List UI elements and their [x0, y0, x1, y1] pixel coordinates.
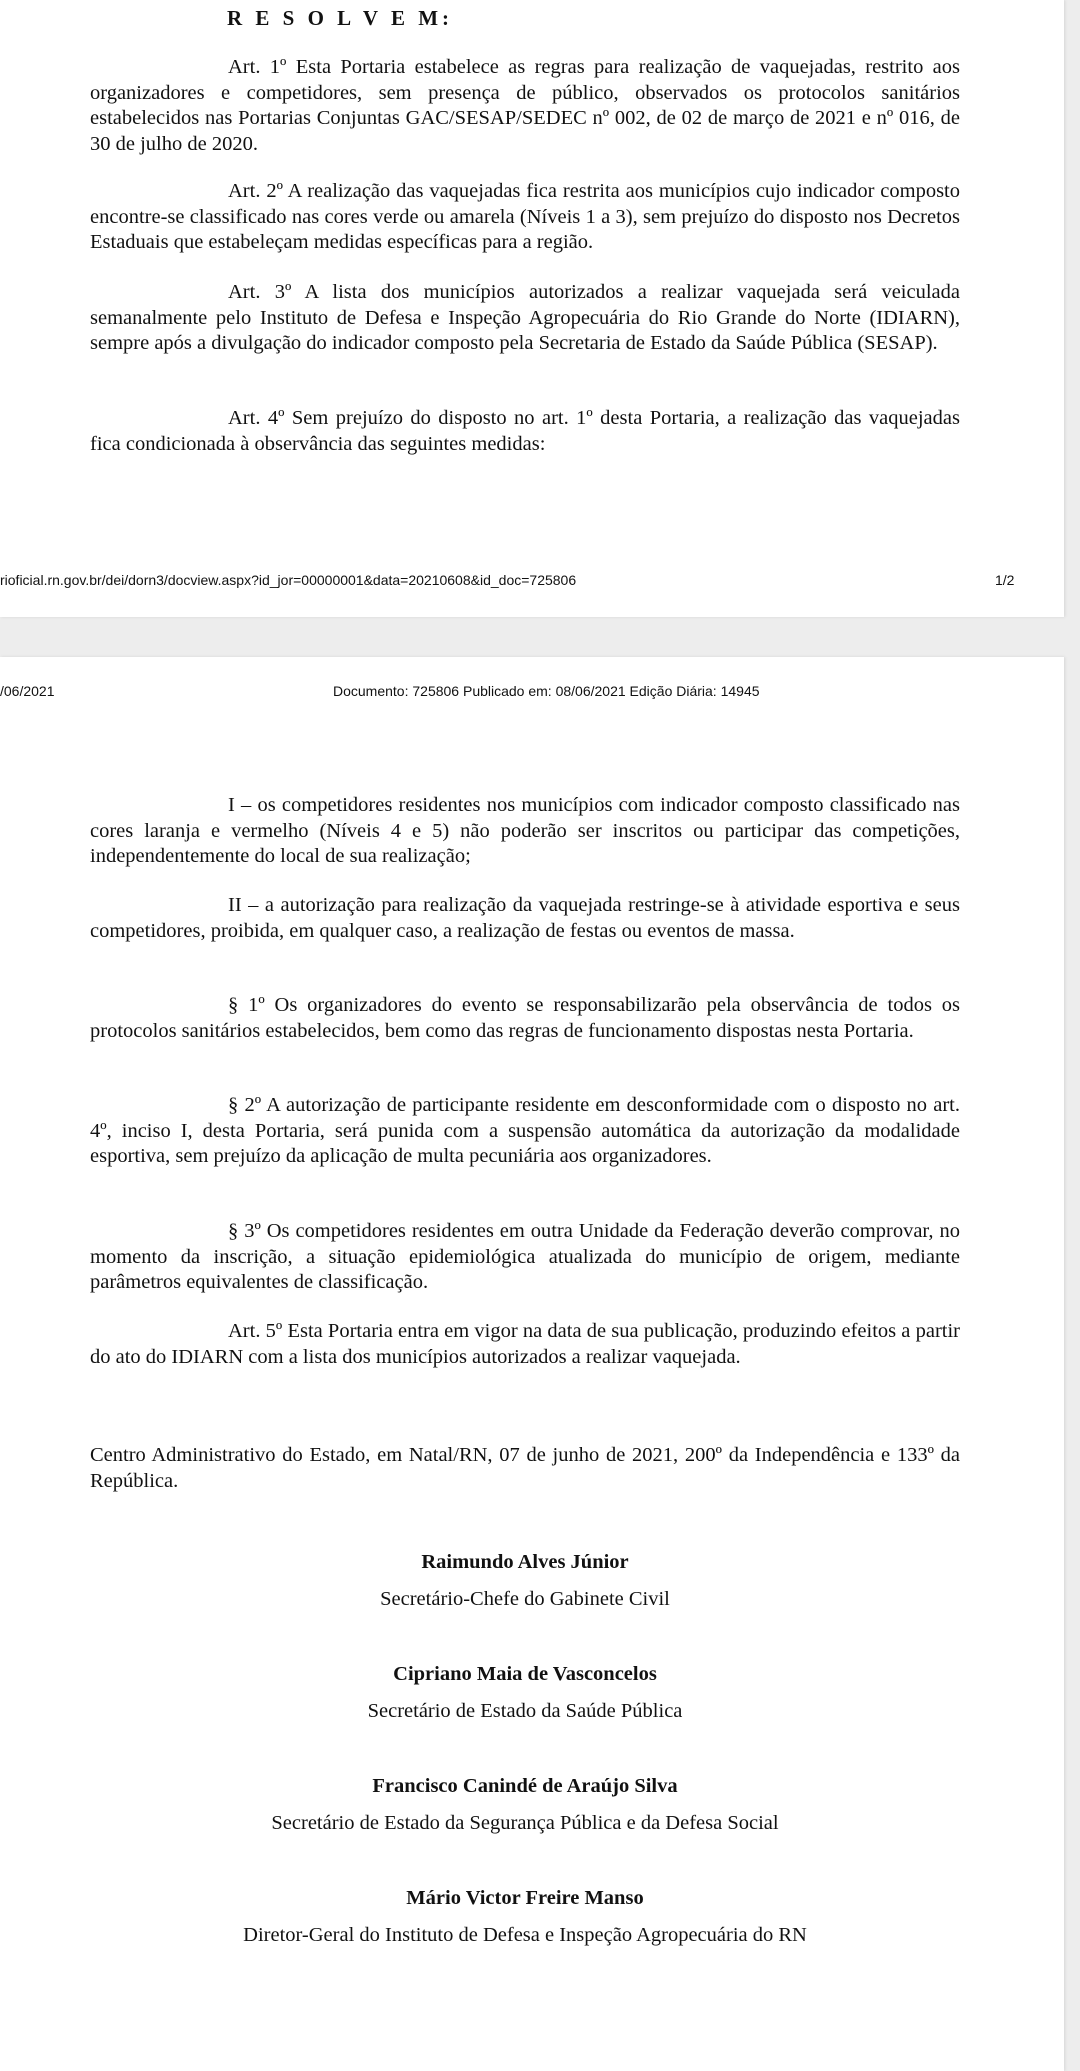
article-1: Art. 1º Esta Portaria estabelece as regras para realização de vaquejadas, restrito aos organizadores e competidores, sem presença de público, observados os protocolos sanitários estabelecidos nas Portarias Conjuntas GAC/SESAP/SEDEC nº 002, de 02 de março de 2021 e nº 016, de 30 de julho de 2020. [90, 56, 960, 155]
article-5: Art. 5º Esta Portaria entra em vigor na data de sua publicação, produzindo efeitos a partir do ato do IDIARN com a lista dos municípios autorizados a realizar vaquejada. [90, 1320, 960, 1368]
signature-block-1 [90, 1549, 960, 1612]
item-i: I – os competidores residentes nos municípios com indicador composto classificado nas cores laranja e vermelho (Níveis 4 e 5) não poderão ser inscritos ou participar das competições, independentemente do local de sua realização; [90, 794, 960, 867]
footer-url: rioficial.rn.gov.br/dei/dorn3/docview.aspx?id_jor=00000001&data=20210608&id_doc=725806 [0, 572, 577, 588]
signer-name: Francisco Canindé de Araújo Silva [372, 1775, 678, 1797]
header-document-info: Documento: 725806 Publicado em: 08/06/2021 Edição Diária: 14945 [333, 683, 760, 699]
signature-block-2 [90, 1661, 960, 1724]
signer-role: Secretário-Chefe do Gabinete Civil [380, 1588, 670, 1610]
signer-role: Secretário de Estado da Segurança Pública e da Defesa Social [271, 1812, 779, 1834]
document-page-1 [0, 0, 1064, 617]
paragraph-1: § 1º Os organizadores do evento se responsabilizarão pela observância de todos os protocolos sanitários estabelecidos, bem como das regras de funcionamento dispostas nesta Portaria. [90, 994, 960, 1042]
item-ii: II – a autorização para realização da vaquejada restringe-se à atividade esportiva e seus competidores, proibida, em qualquer caso, a realização de festas ou eventos de massa. [90, 894, 960, 942]
resolvem-heading: R E S O L V E M: [227, 6, 454, 30]
signer-role: Diretor-Geral do Instituto de Defesa e Inspeção Agropecuária do RN [243, 1924, 807, 1946]
document-page-2 [0, 657, 1064, 2071]
signer-name: Mário Victor Freire Manso [406, 1887, 644, 1909]
signer-role: Secretário de Estado da Saúde Pública [367, 1700, 683, 1722]
article-3: Art. 3º A lista dos municípios autorizados a realizar vaquejada será veiculada semanalmente pelo Instituto de Defesa e Inspeção Agropecuária do Rio Grande do Norte (IDIARN), sempre após a divulgação do indicador composto pela Secretaria de Estado da Saúde Pública (SESAP). [90, 281, 960, 354]
article-4: Art. 4º Sem prejuízo do disposto no art. 1º desta Portaria, a realização das vaquejadas fica condicionada à observância das seguintes medidas: [90, 407, 960, 455]
closing-statement: Centro Administrativo do Estado, em Natal/RN, 07 de junho de 2021, 200º da Independência e 133º da República. [90, 1444, 960, 1492]
signer-name: Cipriano Maia de Vasconcelos [393, 1663, 657, 1685]
signature-block-4 [90, 1885, 960, 1948]
footer-page-number: 1/2 [995, 572, 1015, 588]
header-date: /06/2021 [0, 683, 55, 699]
signature-block-3 [90, 1773, 960, 1836]
article-2: Art. 2º A realização das vaquejadas fica restrita aos municípios cujo indicador composto encontre-se classificado nas cores verde ou amarela (Níveis 1 a 3), sem prejuízo do disposto nos Decretos Estaduais que estabeleçam medidas específicas para a região. [90, 180, 960, 253]
signer-name: Raimundo Alves Júnior [421, 1551, 629, 1573]
paragraph-3: § 3º Os competidores residentes em outra Unidade da Federação deverão comprovar, no momento da inscrição, a situação epidemiológica atualizada do município de origem, mediante parâmetros equivalentes de classificação. [90, 1220, 960, 1293]
paragraph-2: § 2º A autorização de participante residente em desconformidade com o disposto no art. 4º, inciso I, desta Portaria, será punida com a suspensão automática da autorização da modalidade esportiva, sem prejuízo da aplicação de multa pecuniária aos organizadores. [90, 1094, 960, 1167]
